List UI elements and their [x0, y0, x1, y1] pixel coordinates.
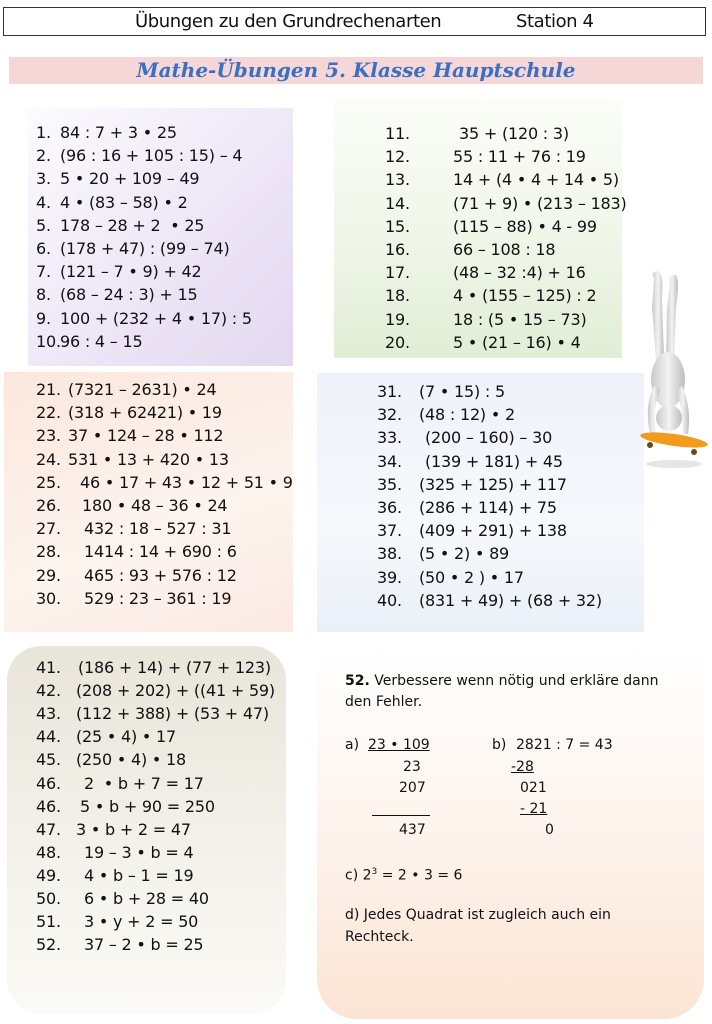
exercise-number: 46. — [36, 773, 61, 793]
exercise-number: 7. — [36, 262, 51, 282]
task-b-label: b) — [492, 737, 507, 753]
exercise-expression: (318 + 62421) • 19 — [68, 403, 222, 423]
exercise-expression: 5 • (21 – 16) • 4 — [453, 332, 581, 352]
exercise-number: 19. — [385, 309, 410, 329]
exercise-expression: 529 : 23 – 361 : 19 — [84, 588, 232, 608]
exercise-expression: (139 + 181) + 45 — [425, 451, 563, 471]
exercise-expression: 5 • 20 + 109 – 49 — [60, 169, 200, 189]
task-a-sum-line — [372, 815, 430, 816]
exercise-expression: 531 • 13 + 420 • 13 — [68, 449, 229, 469]
exercise-number: 52. — [36, 935, 61, 955]
exercise-expression: (186 + 14) + (77 + 123) — [78, 658, 271, 677]
task-b-row4: 0 — [545, 822, 554, 838]
exercise-number: 8. — [36, 285, 51, 305]
exercise-expression: 2 • b + 7 = 17 — [84, 773, 204, 793]
exercise-number: 25. — [36, 472, 61, 492]
task-b-row3: - 21 — [520, 801, 548, 817]
exercise-number: 10. — [36, 331, 61, 351]
exercise-expression: 6 • b + 28 = 40 — [84, 889, 209, 908]
worksheet-header — [3, 7, 706, 36]
exercise-expression: (250 • 4) • 18 — [76, 750, 186, 770]
task-52-instruction — [345, 673, 659, 689]
exercise-expression: (409 + 291) + 138 — [419, 521, 567, 541]
exercise-expression: 14 + (4 • 4 + 14 • 5) — [453, 170, 619, 190]
task-c-rest: = 2 • 3 = 6 — [377, 867, 463, 884]
task-b-row2: 021 — [520, 780, 547, 796]
exercise-number: 40. — [377, 590, 402, 610]
exercise-number: 50. — [36, 889, 61, 908]
exercise-expression: 465 : 93 + 576 : 12 — [84, 565, 237, 585]
exercise-number: 3. — [36, 169, 51, 189]
exercise-number: 16. — [385, 240, 410, 259]
exercise-number: 43. — [36, 704, 61, 724]
exercise-expression: 432 : 18 – 527 : 31 — [84, 519, 232, 539]
exercise-number: 35. — [377, 474, 402, 494]
exercise-expression: 4 • (83 – 58) • 2 — [60, 192, 188, 212]
exercise-number: 27. — [36, 519, 61, 539]
exercise-number: 18. — [385, 286, 410, 306]
header-title: Übungen zu den Grundrechenarten — [135, 11, 442, 32]
exercise-expression: (286 + 114) + 75 — [419, 498, 557, 517]
exercise-expression: (50 • 2 ) • 17 — [419, 567, 524, 587]
exercise-expression: 96 : 4 – 15 — [60, 331, 143, 351]
exercise-expression: 37 • 124 – 28 • 112 — [68, 426, 224, 446]
exercise-number: 46. — [36, 796, 61, 816]
exercise-number: 33. — [377, 428, 402, 448]
task-a-label: a) — [345, 737, 360, 753]
exercise-expression: (7 • 15) : 5 — [419, 382, 505, 401]
task-d-line1: d) Jedes Quadrat ist zugleich auch ein — [345, 907, 611, 923]
exercise-number: 22. — [36, 403, 61, 423]
task-b-row1: -28 — [511, 759, 534, 775]
exercise-expression: (121 – 7 • 9) + 42 — [60, 262, 202, 282]
exercise-expression: 180 • 48 – 36 • 24 — [82, 496, 228, 515]
exercise-expression: 178 – 28 + 2 • 25 — [60, 215, 205, 235]
exercise-expression: (200 – 160) – 30 — [425, 428, 553, 448]
exercise-number: 49. — [36, 865, 61, 885]
exercise-expression: (48 : 12) • 2 — [419, 405, 515, 425]
exercise-expression: (7321 – 2631) • 24 — [68, 380, 217, 399]
exercise-number: 15. — [385, 216, 410, 236]
exercise-expression: (5 • 2) • 89 — [419, 544, 510, 564]
exercise-expression: 66 – 108 : 18 — [453, 240, 556, 259]
exercise-expression: (112 + 388) + (53 + 47) — [76, 704, 269, 724]
exercise-number: 23. — [36, 426, 61, 446]
exercise-expression: 1414 : 14 + 690 : 6 — [84, 542, 237, 562]
exercise-number: 26. — [36, 496, 61, 515]
exercise-expression: 3 • b + 2 = 47 — [76, 819, 191, 839]
exercise-number: 4. — [36, 192, 51, 212]
exercise-number: 17. — [385, 263, 410, 283]
exercise-number: 37. — [377, 521, 402, 541]
exercise-number: 48. — [36, 842, 61, 862]
exercise-expression: 84 : 7 + 3 • 25 — [60, 123, 177, 142]
exercise-number: 36. — [377, 498, 402, 517]
page-title: Mathe-Übungen 5. Klasse Hauptschule — [136, 58, 576, 82]
exercise-number: 44. — [36, 727, 61, 747]
exercise-expression: 5 • b + 90 = 250 — [80, 796, 215, 816]
exercise-number: 13. — [385, 170, 410, 190]
exercise-number: 47. — [36, 819, 61, 839]
exercise-expression: 35 + (120 : 3) — [459, 124, 569, 143]
exercise-expression: (71 + 9) • (213 – 183) — [453, 193, 627, 213]
exercise-expression: 4 • (155 – 125) : 2 — [453, 286, 597, 306]
exercise-expression: 100 + (232 + 4 • 17) : 5 — [60, 308, 252, 328]
exercise-number: 39. — [377, 567, 402, 587]
header-station: Station 4 — [516, 11, 594, 32]
exercise-number: 34. — [377, 451, 402, 471]
task-a-row2: 207 — [399, 780, 426, 796]
exercise-number: 51. — [36, 912, 61, 932]
exercise-number: 6. — [36, 239, 51, 258]
exercise-number: 14. — [385, 193, 410, 213]
exercise-expression: 46 • 17 + 43 • 12 + 51 • 9 — [80, 472, 293, 492]
exercise-expression: (68 – 24 : 3) + 15 — [60, 285, 198, 305]
task-52-line2: den Fehler. — [345, 694, 423, 710]
exercise-number: 1. — [36, 123, 51, 142]
exercise-expression: 3 • y + 2 = 50 — [84, 912, 199, 932]
title-bar — [9, 57, 703, 84]
task-a-row1: 23 — [403, 759, 421, 775]
task-c — [345, 864, 462, 884]
task-52-line1: Verbessere wenn nötig und erkläre dann — [369, 673, 659, 689]
exercise-number: 41. — [36, 658, 61, 677]
exercise-number: 21. — [36, 380, 61, 399]
exercise-expression: (25 • 4) • 17 — [76, 727, 177, 747]
exercise-number: 2. — [36, 146, 51, 166]
exercise-number: 28. — [36, 542, 61, 562]
exercise-expression: (48 – 32 :4) + 16 — [453, 263, 586, 283]
exercise-expression: (208 + 202) + ((41 + 59) — [76, 681, 275, 701]
task-b-division: 2821 : 7 = 43 — [516, 737, 613, 753]
exercise-expression: (831 + 49) + (68 + 32) — [419, 590, 602, 610]
exercise-expression: (178 + 47) : (99 – 74) — [60, 239, 230, 258]
exercise-expression: (96 : 16 + 105 : 15) – 4 — [60, 146, 243, 166]
exercise-number: 42. — [36, 681, 61, 701]
exercise-number: 9. — [36, 308, 51, 328]
exercise-expression: 18 : (5 • 15 – 73) — [453, 309, 587, 329]
exercise-number: 20. — [385, 332, 410, 352]
exercise-number: 29. — [36, 565, 61, 585]
exercise-expression: 37 – 2 • b = 25 — [84, 935, 204, 955]
exercise-number: 12. — [385, 147, 410, 167]
exercise-number: 5. — [36, 215, 51, 235]
exercise-expression: 19 – 3 • b = 4 — [84, 842, 194, 862]
exercise-number: 32. — [377, 405, 402, 425]
exercise-number: 45. — [36, 750, 61, 770]
task-d-line2: Rechteck. — [345, 929, 414, 945]
handstand-skater-icon — [636, 268, 708, 473]
task-52-number: 52. — [345, 673, 370, 689]
exercise-number: 38. — [377, 544, 402, 564]
exercise-number: 11. — [385, 124, 410, 143]
task-a-result: 437 — [399, 822, 426, 838]
exercise-expression: 4 • b – 1 = 19 — [84, 865, 194, 885]
exercise-expression: (115 – 88) • 4 - 99 — [453, 216, 597, 236]
exercise-expression: (325 + 125) + 117 — [419, 474, 567, 494]
exercise-expression: 55 : 11 + 76 : 19 — [453, 147, 586, 167]
task-c-exponent: 3 — [371, 867, 378, 877]
task-a-multiplication: 23 • 109 — [368, 737, 430, 753]
task-c-base: c) 2 — [345, 867, 372, 884]
exercise-number: 31. — [377, 382, 402, 401]
exercise-number: 24. — [36, 449, 61, 469]
exercise-number: 30. — [36, 588, 61, 608]
